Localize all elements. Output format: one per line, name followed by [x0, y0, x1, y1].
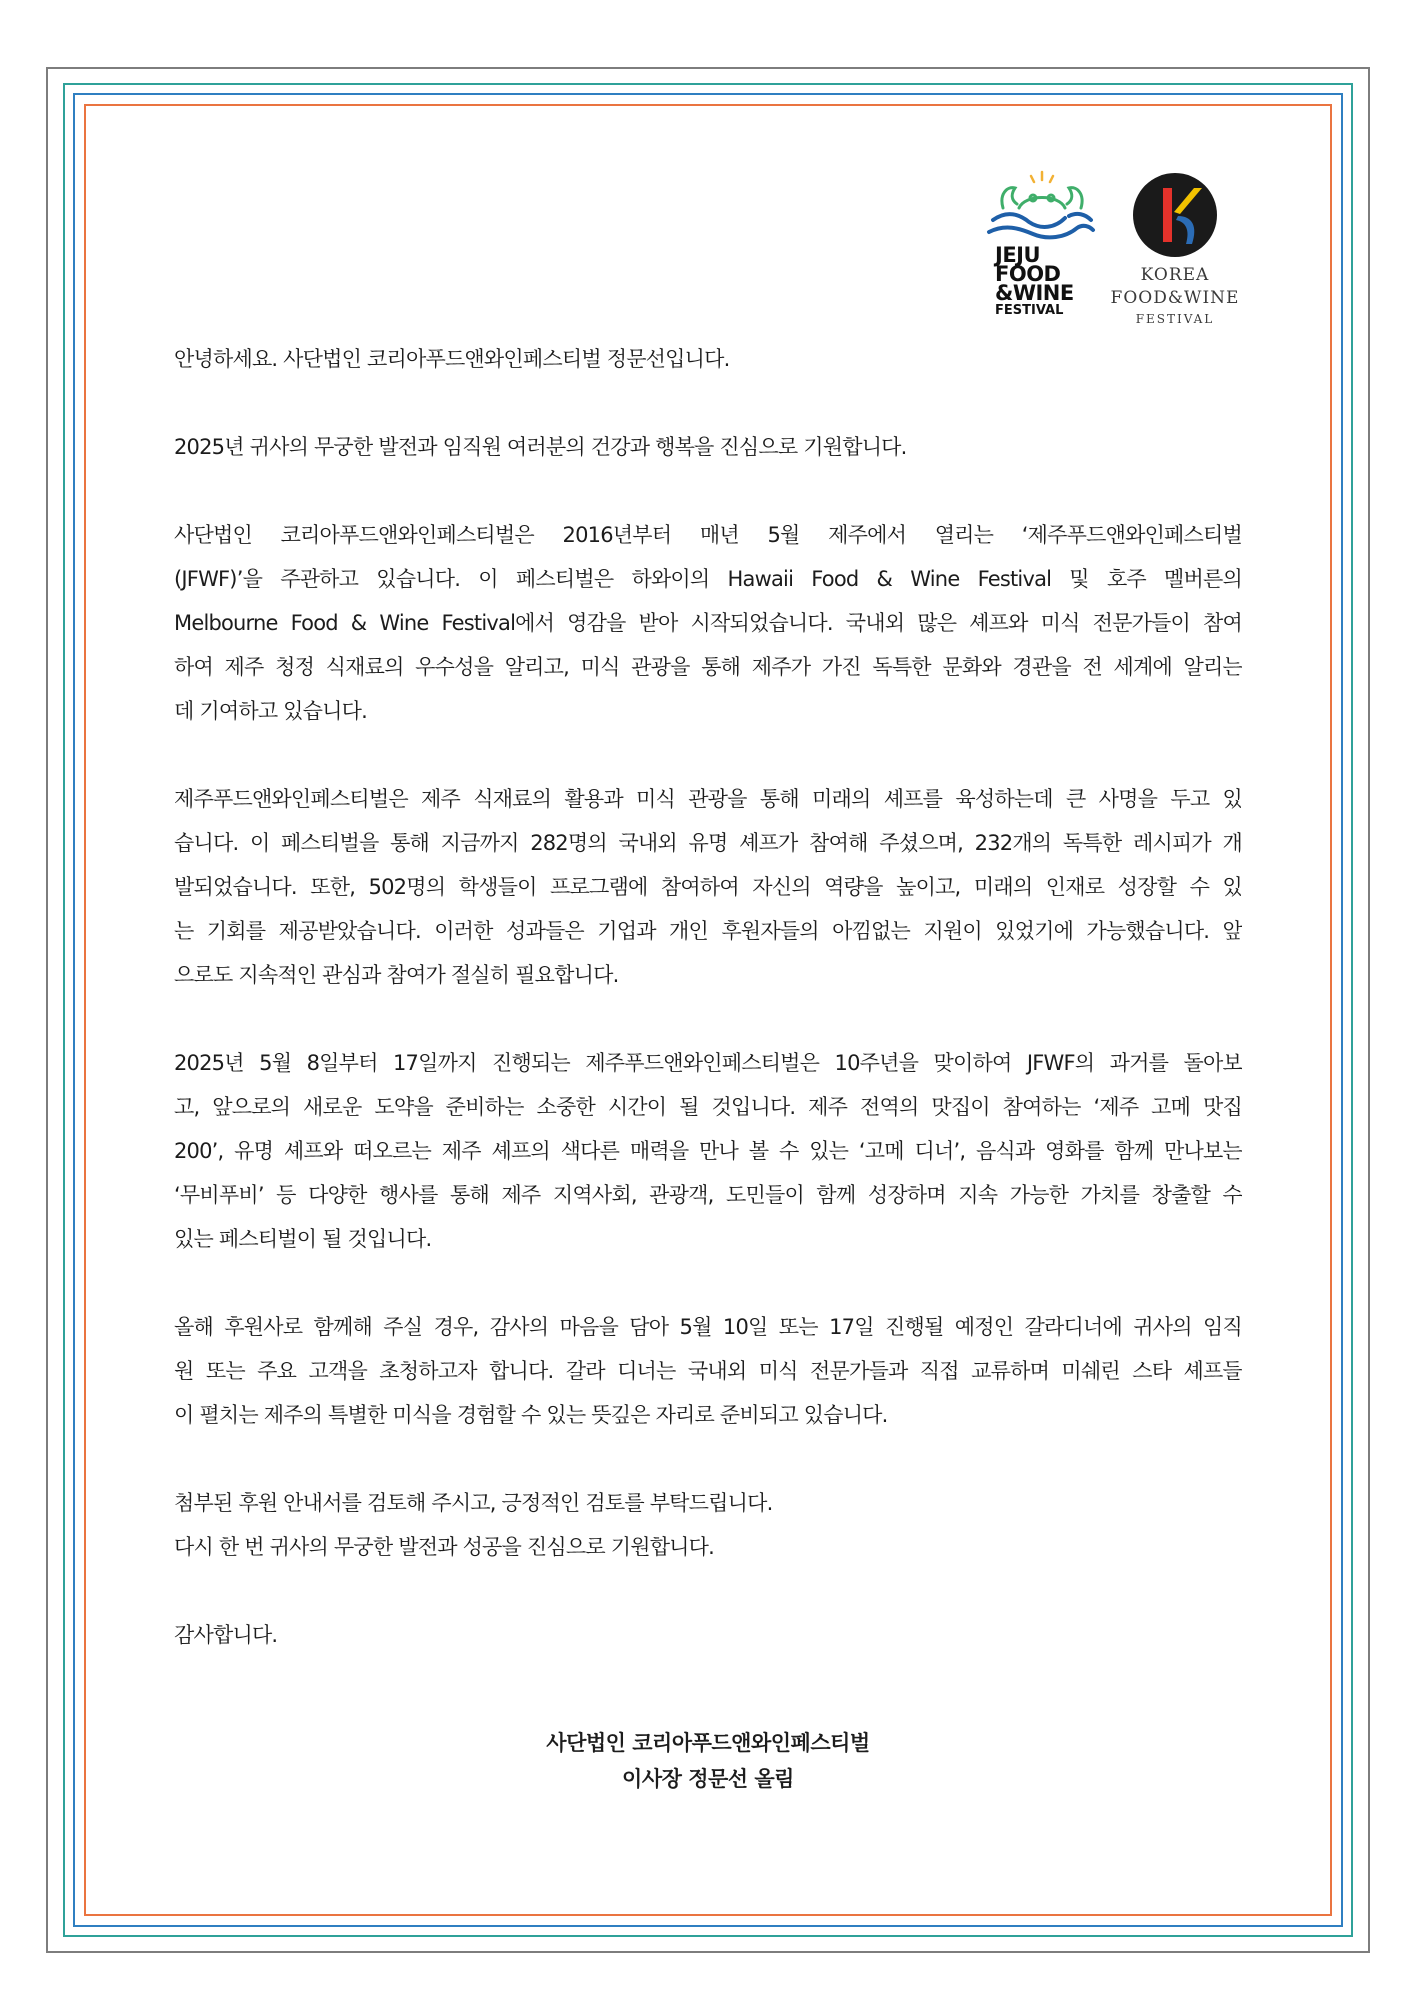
header-logos	[985, 168, 1245, 343]
paragraph-line: 첨부된 후원 안내서를 검토해 주시고, 긍정적인 검토를 부탁드립니다.	[174, 1491, 773, 1515]
jeju-crab-wave-emblem	[985, 168, 1100, 248]
thanks-line: 감사합니다.	[174, 1623, 278, 1647]
paragraph-line: 습니다. 이 페스티벌을 통해 지금까지 282명의 국내외 유명 셰프가 참여해 주셨으며, 232개의 독특한 레시피가 개	[174, 831, 1242, 855]
paragraph-line: 고, 앞으로의 새로운 도약을 준비하는 소중한 시간이 될 것입니다. 제주 전역의 맛집이 참여하는 ‘제주 고메 맛집	[174, 1095, 1242, 1119]
paragraph-line: 하여 제주 청정 식재료의 우수성을 알리고, 미식 관광을 통해 제주가 가진 독특한 문화와 경관을 전 세계에 알리는	[174, 655, 1242, 679]
korea-logo-line-1: KOREA	[1140, 265, 1210, 285]
paragraph-line: 이 펼치는 제주의 특별한 미식을 경험할 수 있는 뜻깊은 자리로 준비되고 있습니다.	[174, 1403, 888, 1427]
paragraph-line: 원 또는 주요 고객을 초청하고자 합니다. 갈라 디너는 국내외 미식 전문가들과 직접 교류하며 미쉐린 스타 셰프들	[174, 1359, 1242, 1383]
paragraph-line: 사단법인 코리아푸드앤와인페스티벌은 2016년부터 매년 5월 제주에서 열리는 ‘제주푸드앤와인페스티벌	[174, 523, 1242, 547]
letter-body	[174, 337, 1242, 1657]
signature-block	[174, 1725, 1242, 1797]
paragraph-festival-intro	[174, 513, 1242, 733]
korea-logo-line-3: FESTIVAL	[1135, 312, 1215, 326]
jeju-logo-line-2: FOOD	[995, 262, 1061, 286]
jeju-logo-wordmark	[995, 243, 1095, 319]
paragraph-line: 제주푸드앤와인페스티벌은 제주 식재료의 활용과 미식 관광을 통해 미래의 셰프를 육성하는데 큰 사명을 두고 있	[174, 787, 1242, 811]
greeting-line: 안녕하세요. 사단법인 코리아푸드앤와인페스티벌 정문선입니다.	[174, 347, 730, 371]
paragraph-line: (JFWF)’을 주관하고 있습니다. 이 페스티벌은 하와이의 Hawaii Food & Wine Festival 및 호주 멜버른의	[174, 567, 1242, 591]
jeju-logo-line-3: &WINE	[995, 281, 1074, 305]
paragraph-line: 발되었습니다. 또한, 502명의 학생들이 프로그램에 참여하여 자신의 역량을 높이고, 미래의 인재로 성장할 수 있	[174, 875, 1242, 899]
paragraph-line: 는 기회를 제공받았습니다. 이러한 성과들은 기업과 개인 후원자들의 아낌없는 지원이 있었기에 가능했습니다. 앞	[174, 919, 1242, 943]
paragraph-2025-festival	[174, 1041, 1242, 1261]
korea-k-emblem	[1132, 172, 1218, 258]
wish-line: 2025년 귀사의 무궁한 발전과 임직원 여러분의 건강과 행복을 진심으로 기원합니다.	[174, 435, 907, 459]
paragraph-achievements	[174, 777, 1242, 997]
signature-organization: 사단법인 코리아푸드앤와인페스티벌	[546, 1731, 870, 1755]
paragraph-line: 2025년 5월 8일부터 17일까지 진행되는 제주푸드앤와인페스티벌은 10주년을 맞이하여 JFWF의 과거를 돌아보	[174, 1051, 1242, 1075]
paragraph-closing-request	[174, 1481, 1242, 1569]
paragraph-line: 있는 페스티벌이 될 것입니다.	[174, 1227, 432, 1251]
paragraph-line: 으로도 지속적인 관심과 참여가 절실히 필요합니다.	[174, 963, 619, 987]
paragraph-line: ‘무비푸비’ 등 다양한 행사를 통해 제주 지역사회, 관광객, 도민들이 함께 성장하며 지속 가능한 가치를 창출할 수	[174, 1183, 1242, 1207]
korea-logo-line-2: FOOD&WINE	[1110, 288, 1240, 308]
jeju-logo-line-1: JEJU	[995, 243, 1041, 267]
jeju-food-wine-festival-logo	[985, 168, 1100, 343]
signature-name: 이사장 정문선 올림	[622, 1767, 794, 1791]
paragraph-line: 데 기여하고 있습니다.	[174, 699, 367, 723]
paragraph-line: Melbourne Food & Wine Festival에서 영감을 받아 시작되었습니다. 국내외 많은 셰프와 미식 전문가들이 참여	[174, 611, 1242, 635]
paragraph-line: 다시 한 번 귀사의 무궁한 발전과 성공을 진심으로 기원합니다.	[174, 1535, 715, 1559]
korea-food-wine-festival-logo	[1105, 168, 1245, 343]
paragraph-gala-dinner	[174, 1305, 1242, 1437]
paragraph-line: 200’, 유명 셰프와 떠오르는 제주 셰프의 색다른 매력을 만나 볼 수 있는 ‘고메 디너’, 음식과 영화를 함께 만나보는	[174, 1139, 1242, 1163]
paragraph-line: 올해 후원사로 함께해 주실 경우, 감사의 마음을 담아 5월 10일 또는 17일 진행될 예정인 갈라디너에 귀사의 임직	[174, 1315, 1242, 1339]
jeju-logo-line-4: FESTIVAL	[995, 303, 1064, 318]
